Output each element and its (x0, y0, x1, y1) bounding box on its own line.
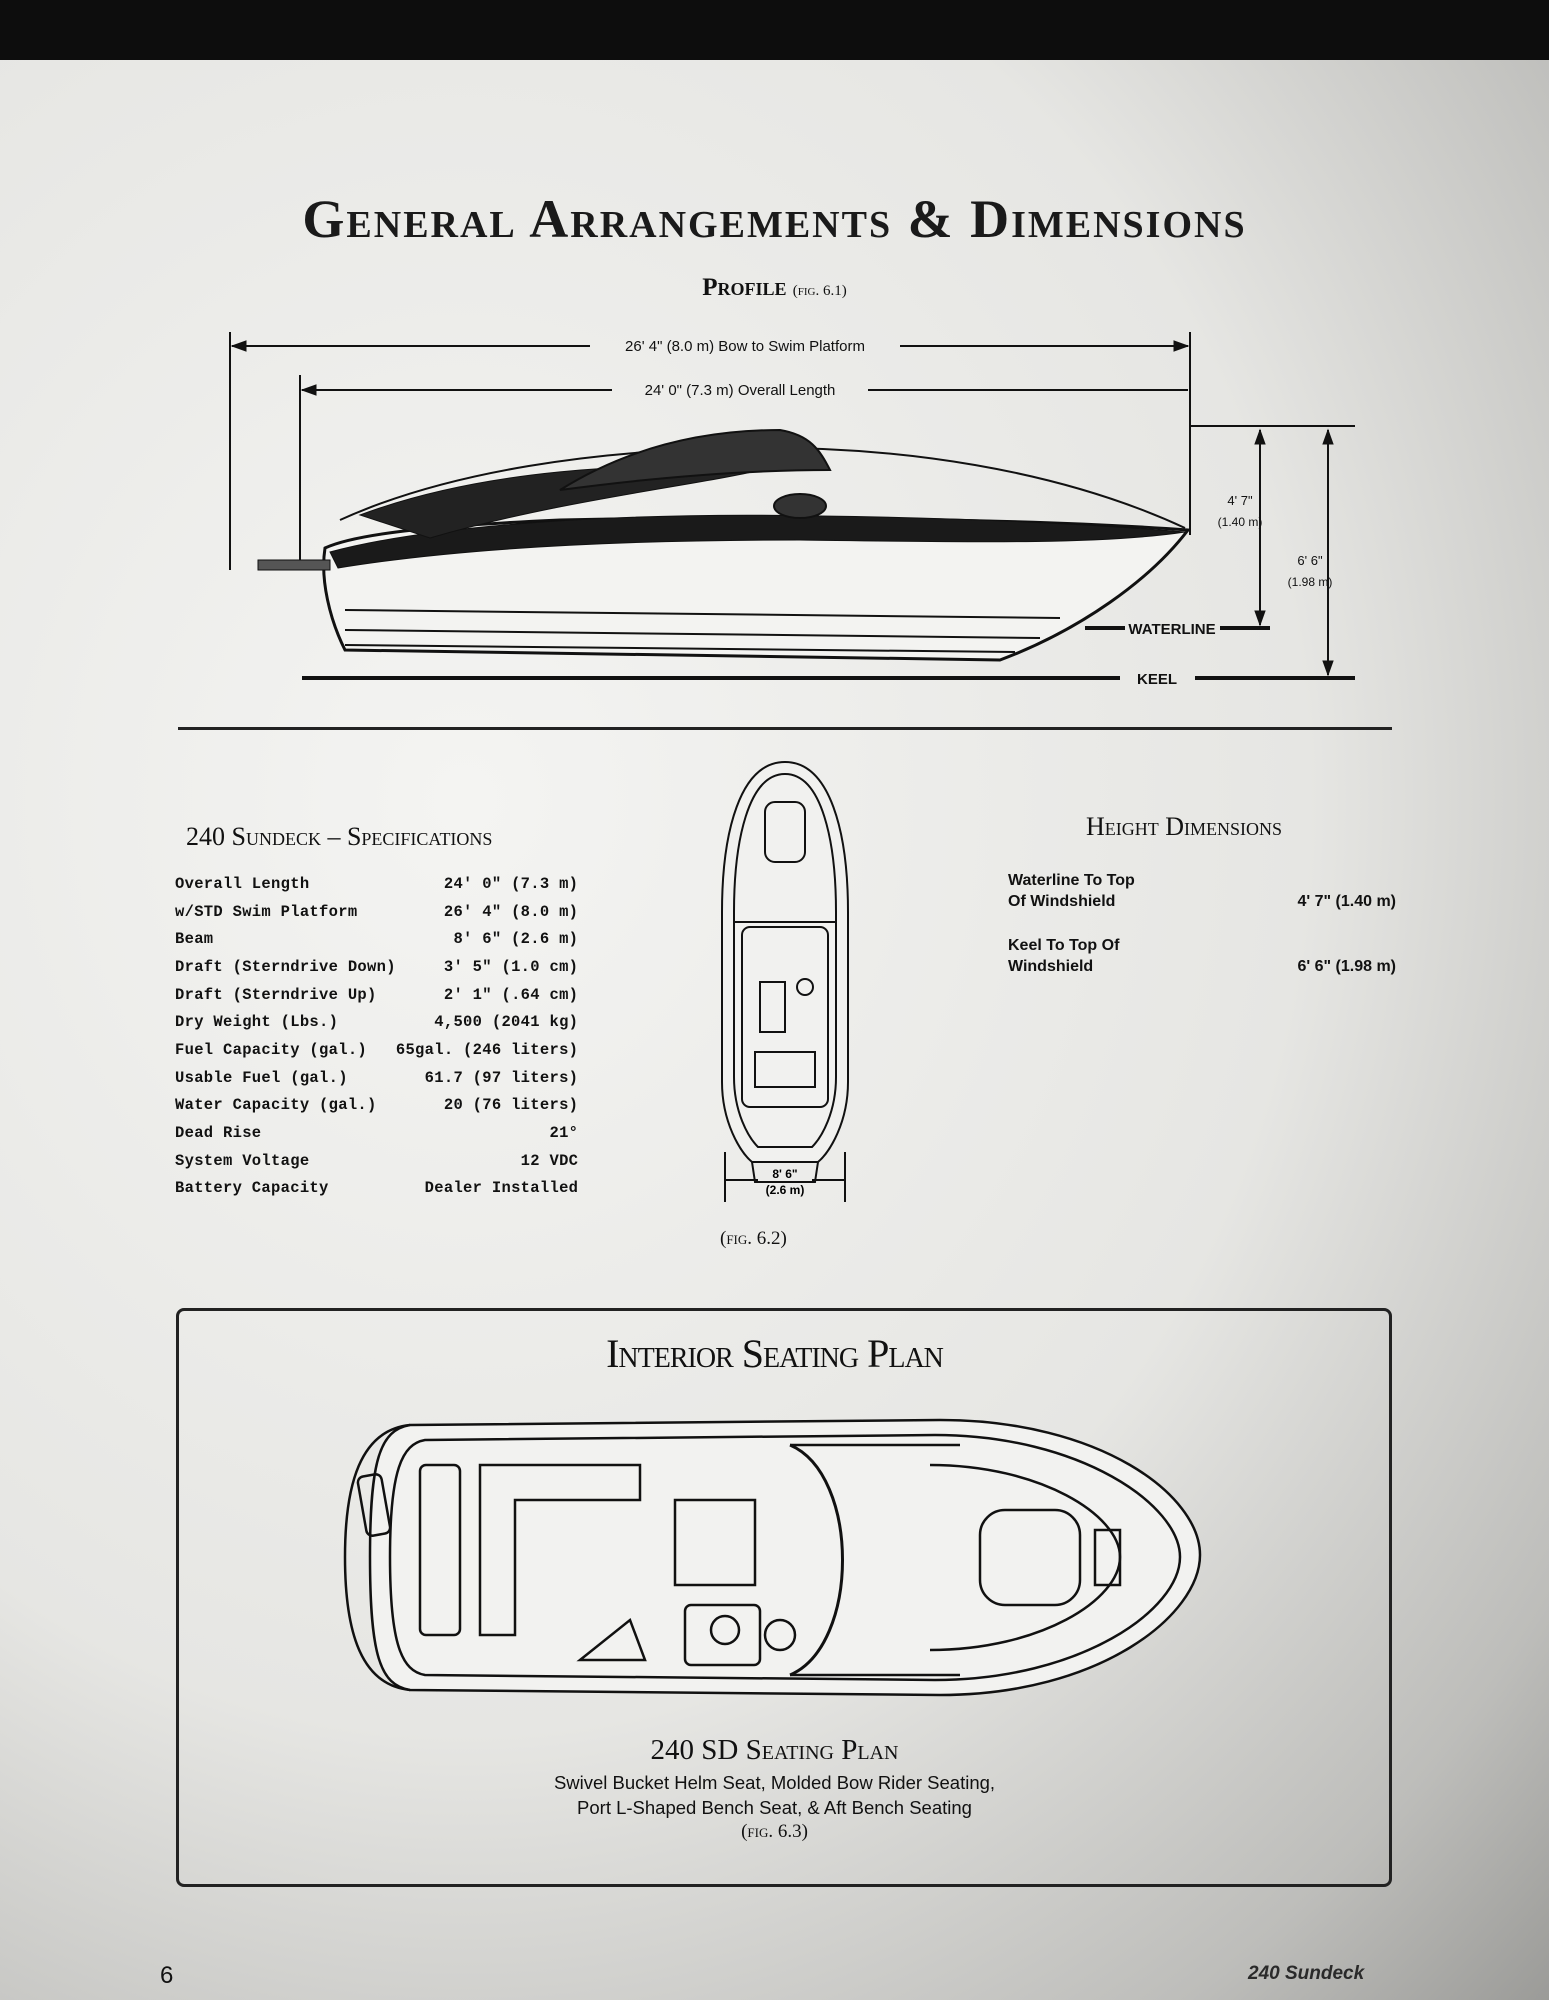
helm-window (774, 494, 826, 518)
spec-label: Draft (Sterndrive Down) (175, 957, 396, 976)
spec-value: 8' 6" (2.6 m) (453, 930, 579, 949)
spec-value: 20 (76 liters) (443, 1096, 579, 1115)
bow-swim-arrow-right (1174, 341, 1188, 351)
waterline-height-label: 4' 7" (1227, 493, 1253, 508)
waterline-label: WATERLINE (1128, 621, 1216, 638)
beam-m-label: (2.6 m) (765, 1183, 805, 1197)
height-item-keel (1008, 937, 1396, 979)
spec-label: Overall Length (175, 874, 310, 893)
spec-row (175, 1064, 578, 1092)
plan-hull-outline (722, 762, 848, 1162)
spec-value: 3' 5" (1.0 cm) (443, 957, 579, 976)
plan-view-fig-ref: (fig. 6.2) (720, 1228, 787, 1249)
height-item1-line2: Of Windshield (1008, 893, 1116, 910)
section-divider (178, 727, 1392, 730)
height-item1-line1: Waterline To Top (1008, 872, 1135, 889)
page-title: General Arrangements & Dimensions (302, 189, 1247, 249)
spec-value: Dealer Installed (424, 1179, 579, 1198)
profile-drawing (0, 320, 1549, 700)
keel-arrow-top (1323, 430, 1333, 444)
spec-value: 26' 4" (8.0 m) (443, 902, 579, 921)
keel-label: KEEL (1136, 671, 1178, 688)
height-item2-line1: Keel To Top Of (1008, 937, 1120, 954)
spec-label: w/STD Swim Platform (175, 902, 358, 921)
spec-value: 61.7 (97 liters) (424, 1068, 579, 1087)
keel-arrow-bottom (1323, 661, 1333, 675)
spec-row (175, 1175, 578, 1203)
height-item1-value: 4' 7" (1.40 m) (1297, 893, 1396, 910)
overall-arrow-left (302, 385, 316, 395)
spec-label: Fuel Capacity (gal.) (175, 1040, 368, 1059)
spec-row (175, 1036, 578, 1064)
seating-plan-drawing (340, 1405, 1220, 1710)
spec-value: 24' 0" (7.3 m) (443, 874, 579, 893)
height-item2-value: 6' 6" (1.98 m) (1297, 958, 1396, 975)
profile-fig-ref: (fig. 6.1) (792, 283, 847, 299)
page-number: 6 (160, 1962, 174, 1989)
height-title: Height Dimensions (1086, 812, 1283, 841)
profile-caption (0, 274, 1549, 302)
seat-hull-outline (370, 1420, 1200, 1695)
spec-row (175, 925, 578, 953)
spec-row (175, 1092, 578, 1120)
spec-value: 4,500 (2041 kg) (434, 1013, 579, 1032)
spec-value: 12 VDC (520, 1151, 579, 1170)
spec-label: Usable Fuel (gal.) (175, 1068, 348, 1087)
spec-label: Dead Rise (175, 1124, 262, 1143)
wl-arrow-top (1255, 430, 1265, 444)
seating-title: Interior Seating Plan (606, 1331, 943, 1376)
spec-label: Draft (Sterndrive Up) (175, 985, 377, 1004)
specs-title: 240 Sundeck – Specifications (186, 822, 493, 851)
spec-label: Water Capacity (gal.) (175, 1096, 377, 1115)
spec-value: 65gal. (246 liters) (395, 1040, 579, 1059)
plan-view-drawing (700, 752, 870, 1222)
seating-desc-line1: Swivel Bucket Helm Seat, Molded Bow Rider Seating, (553, 1772, 996, 1793)
beam-label: 8' 6" (772, 1167, 798, 1181)
keel-height-m-label: (1.98 m) (1287, 575, 1333, 589)
bow-swim-arrow-left (232, 341, 246, 351)
wl-arrow-bottom (1255, 611, 1265, 625)
waterline-height-m-label: (1.40 m) (1217, 515, 1263, 529)
height-item-waterline (1008, 872, 1396, 914)
spec-label: Beam (175, 930, 214, 949)
spec-label: Dry Weight (Lbs.) (175, 1013, 339, 1032)
spec-row (175, 898, 578, 926)
seating-subtitle: 240 SD Seating Plan (650, 1734, 899, 1766)
spec-row (175, 953, 578, 981)
specs-table (175, 870, 578, 1202)
seating-fig-ref: (fig. 6.3) (741, 1821, 808, 1842)
spec-value: 2' 1" (.64 cm) (443, 985, 579, 1004)
height-item2-line2: Windshield (1008, 958, 1094, 975)
spec-row (175, 1119, 578, 1147)
swim-platform (258, 560, 330, 570)
spec-row (175, 1147, 578, 1175)
top-scan-bar (0, 0, 1549, 60)
spec-row (175, 1008, 578, 1036)
spec-value: 21° (549, 1124, 579, 1143)
seating-desc-line2: Port L-Shaped Bench Seat, & Aft Bench Seating (577, 1797, 972, 1818)
profile-caption-text: Profile (702, 274, 787, 301)
overall-length-label: 24' 0" (7.3 m) Overall Length (644, 382, 836, 399)
spec-label: Battery Capacity (175, 1179, 329, 1198)
keel-height-label: 6' 6" (1297, 553, 1323, 568)
bow-swim-label: 26' 4" (8.0 m) Bow to Swim Platform (625, 338, 865, 355)
footer-model-name: 240 Sundeck (1248, 1963, 1365, 1984)
spec-row (175, 981, 578, 1009)
spec-label: System Voltage (175, 1151, 310, 1170)
spec-row (175, 870, 578, 898)
